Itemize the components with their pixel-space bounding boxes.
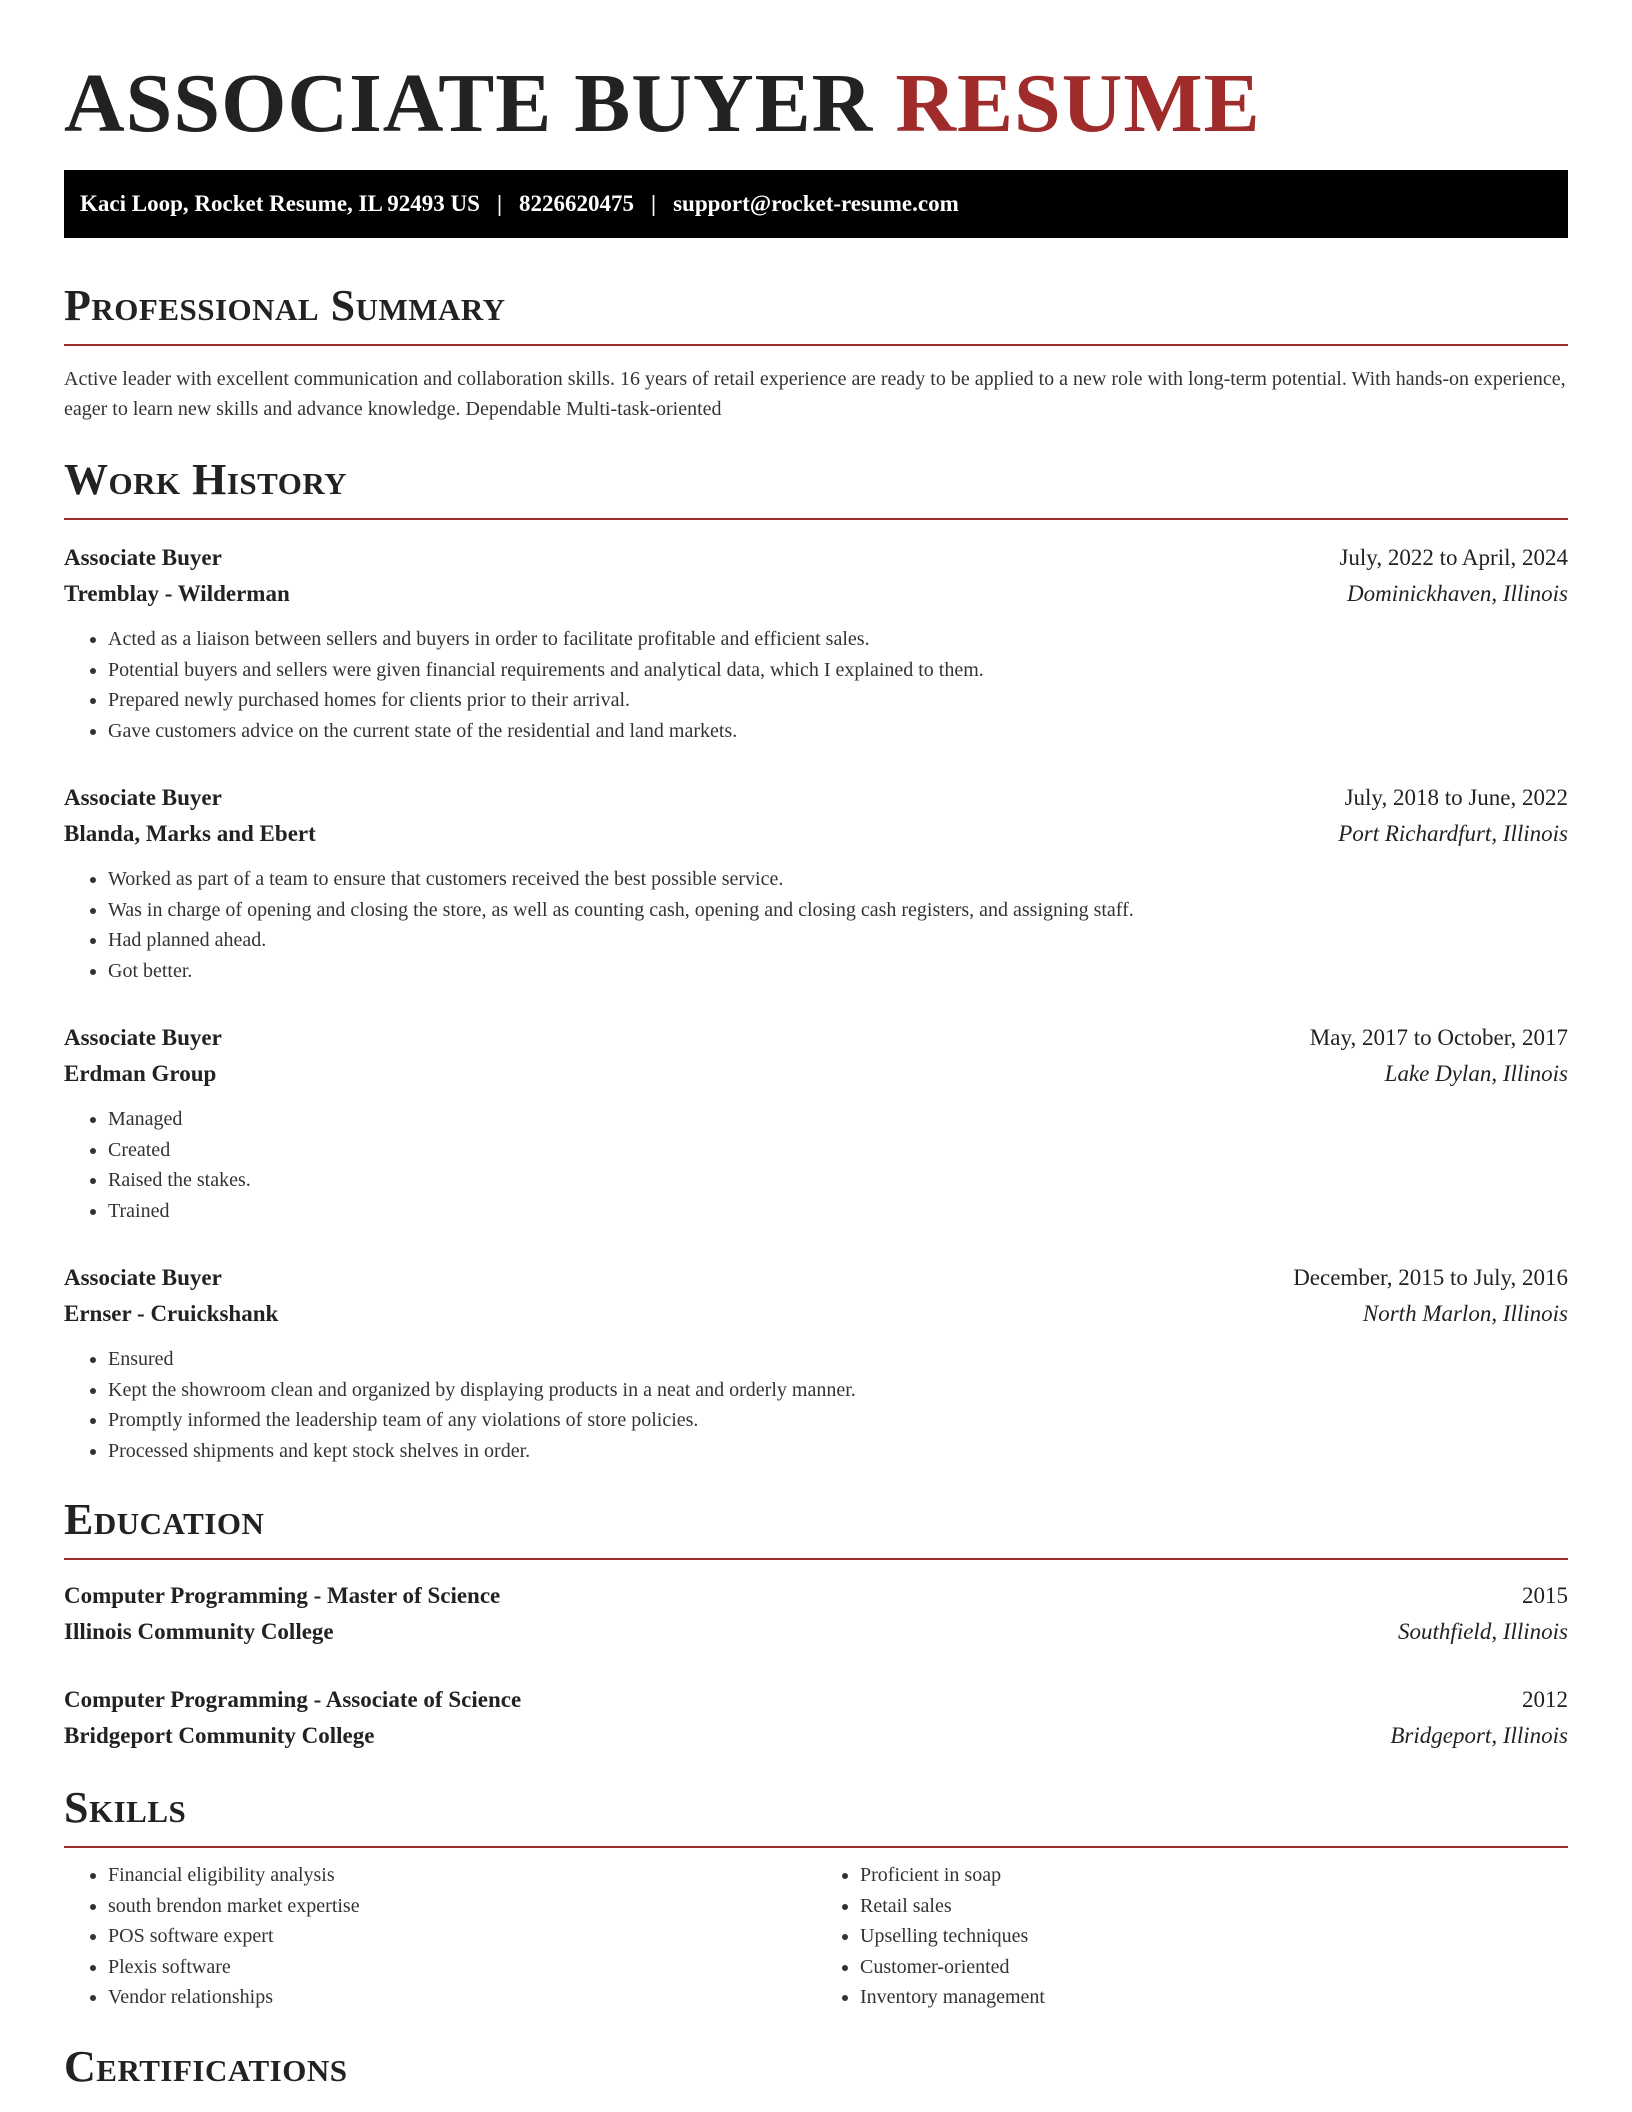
job-company: Tremblay - Wilderman	[64, 581, 290, 606]
education-location: Southfield, Illinois	[1398, 1619, 1568, 1644]
job-title: Associate Buyer	[64, 785, 222, 810]
section-divider	[64, 1558, 1568, 1560]
skills-grid	[64, 1860, 1568, 2013]
resume-title	[64, 56, 1568, 152]
job-bullets	[64, 624, 1568, 746]
section-heading-summary: Professional Summary	[64, 281, 506, 330]
job-bullet: • Created	[108, 1135, 1568, 1166]
title-main: ASSOCIATE BUYER	[64, 57, 874, 150]
skills-section	[64, 1780, 1568, 2013]
title-accent: RESUME	[895, 57, 1261, 150]
job-company: Erdman Group	[64, 1061, 217, 1086]
job-location: Dominickhaven, Illinois	[1346, 581, 1568, 606]
skill-item: • Proficient in soap	[860, 1860, 1568, 1891]
education-school: Bridgeport Community College	[64, 1723, 375, 1748]
job-bullet: • Acted as a liaison between sellers and buyers in order to facilitate profitable and efficient sales.	[108, 624, 1568, 655]
skill-item: • Inventory management	[860, 1982, 1568, 2013]
job-header-row	[64, 540, 1568, 576]
education-school: Illinois Community College	[64, 1619, 334, 1644]
skill-item: • Upselling techniques	[860, 1921, 1568, 1952]
education-year: 2012	[1522, 1687, 1568, 1712]
education-degree-row	[64, 1682, 1568, 1718]
contact-email: support@rocket-resume.com	[673, 191, 959, 216]
job-bullet: • Kept the showroom clean and organized by displaying products in a neat and orderly manner.	[108, 1375, 1568, 1406]
job-location: Port Richardfurt, Illinois	[1338, 821, 1568, 846]
section-heading-certifications: Certifications	[64, 2041, 348, 2091]
job-company-row	[64, 1056, 1568, 1092]
work-history-section	[64, 452, 1568, 1466]
section-heading-work-history: Work History	[64, 455, 348, 504]
education-degree: Computer Programming - Master of Science	[64, 1583, 501, 1608]
education-section	[64, 1492, 1568, 1754]
job-entry	[64, 780, 1568, 986]
education-degree: Computer Programming - Associate of Science	[64, 1687, 522, 1712]
education-year: 2015	[1522, 1583, 1568, 1608]
job-company-row	[64, 576, 1568, 612]
summary-section	[64, 278, 1568, 424]
summary-text: Active leader with excellent communication and collaboration skills. 16 years of retail experience are ready to be applied to a new role with long-term potential. With hands-on experience, eager to learn new skills and advance knowledge. Dependable Multi-task-oriented	[64, 368, 1566, 420]
job-bullet: • Raised the stakes.	[108, 1165, 1568, 1196]
skill-item: • Customer-oriented	[860, 1952, 1568, 1983]
skill-item: • Vendor relationships	[108, 1982, 816, 2013]
skill-item: • Financial eligibility analysis	[108, 1860, 816, 1891]
education-school-row	[64, 1614, 1568, 1650]
job-company-row	[64, 816, 1568, 852]
job-bullets	[64, 1104, 1568, 1226]
job-bullet: • Promptly informed the leadership team of any violations of store policies.	[108, 1405, 1568, 1436]
education-entry	[64, 1578, 1568, 1650]
section-heading-education: Education	[64, 1495, 265, 1544]
education-entry	[64, 1682, 1568, 1754]
section-divider	[64, 518, 1568, 520]
job-header-row	[64, 1020, 1568, 1056]
job-header-row	[64, 780, 1568, 816]
section-divider	[64, 344, 1568, 346]
job-bullets	[64, 864, 1568, 986]
skills-list-right	[816, 1860, 1568, 2013]
contact-address: Kaci Loop, Rocket Resume, IL 92493 US	[80, 191, 480, 216]
job-bullet: • Had planned ahead.	[108, 925, 1568, 956]
job-title: Associate Buyer	[64, 545, 222, 570]
job-bullet: • Potential buyers and sellers were given financial requirements and analytical data, which I explained to them.	[108, 655, 1568, 686]
education-school-row	[64, 1718, 1568, 1754]
skill-item: • Retail sales	[860, 1891, 1568, 1922]
job-location: Lake Dylan, Illinois	[1384, 1061, 1568, 1086]
job-dates: May, 2017 to October, 2017	[1309, 1025, 1568, 1050]
skills-list-left	[64, 1860, 816, 2013]
job-dates: July, 2018 to June, 2022	[1344, 785, 1568, 810]
job-bullet: • Got better.	[108, 956, 1568, 987]
job-title: Associate Buyer	[64, 1265, 222, 1290]
job-entry	[64, 1260, 1568, 1466]
job-entry	[64, 540, 1568, 746]
job-bullets	[64, 1344, 1568, 1466]
contact-phone: 8226620475	[519, 191, 635, 216]
job-bullet: • Trained	[108, 1196, 1568, 1227]
job-location: North Marlon, Illinois	[1362, 1301, 1568, 1326]
education-degree-row	[64, 1578, 1568, 1614]
job-company-row	[64, 1296, 1568, 1332]
contact-separator: |	[496, 191, 503, 216]
job-company: Blanda, Marks and Ebert	[64, 821, 316, 846]
job-bullet: • Was in charge of opening and closing the store, as well as counting cash, opening and closing cash registers, and assigning staff.	[108, 895, 1568, 926]
job-company: Ernser - Cruickshank	[64, 1301, 279, 1326]
job-bullet: • Ensured	[108, 1344, 1568, 1375]
education-location: Bridgeport, Illinois	[1390, 1723, 1568, 1748]
job-bullet: • Processed shipments and kept stock shelves in order.	[108, 1436, 1568, 1467]
job-bullet: • Prepared newly purchased homes for clients prior to their arrival.	[108, 685, 1568, 716]
job-dates: July, 2022 to April, 2024	[1339, 545, 1568, 570]
skill-item: • POS software expert	[108, 1921, 816, 1952]
job-header-row	[64, 1260, 1568, 1296]
section-heading-skills: Skills	[64, 1783, 187, 1832]
section-divider	[64, 1846, 1568, 1848]
job-title: Associate Buyer	[64, 1025, 222, 1050]
skill-item: • south brendon market expertise	[108, 1891, 816, 1922]
contact-bar	[64, 170, 1568, 238]
job-entry	[64, 1020, 1568, 1226]
certifications-section	[64, 2039, 1568, 2095]
job-dates: December, 2015 to July, 2016	[1293, 1265, 1568, 1290]
job-bullet: • Worked as part of a team to ensure that customers received the best possible service.	[108, 864, 1568, 895]
skill-item: • Plexis software	[108, 1952, 816, 1983]
job-bullet: • Managed	[108, 1104, 1568, 1135]
job-bullet: • Gave customers advice on the current state of the residential and land markets.	[108, 716, 1568, 747]
contact-separator: |	[651, 191, 657, 216]
